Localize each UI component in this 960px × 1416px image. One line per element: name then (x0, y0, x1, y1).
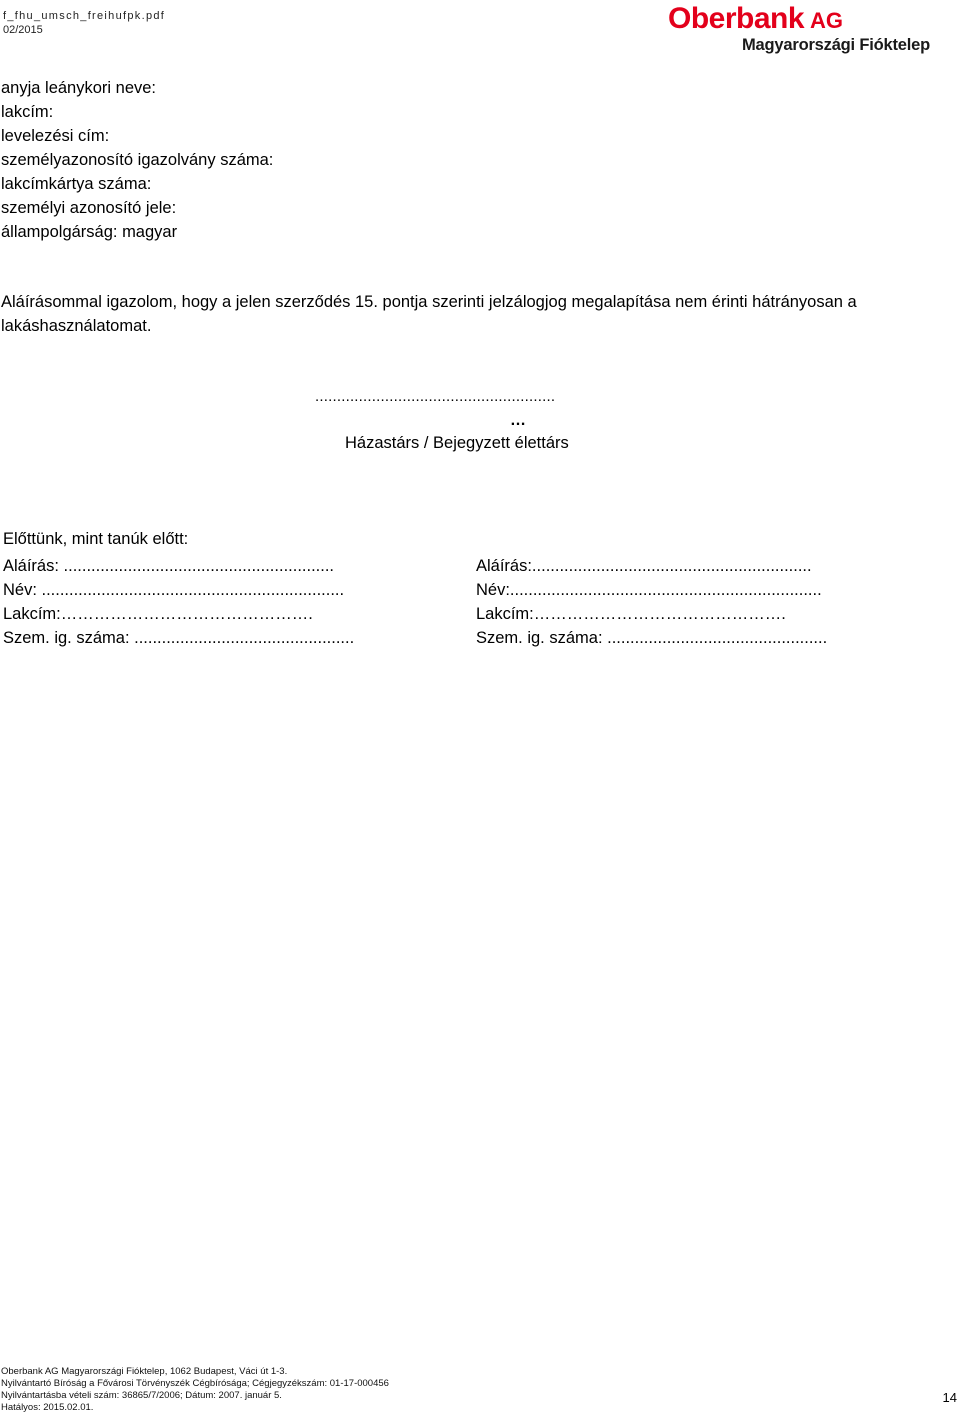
document-date: 02/2015 (3, 24, 43, 36)
witness-heading: Előttünk, mint tanúk előtt: (3, 530, 189, 548)
witness-left-block (3, 554, 354, 650)
logo-wordmark (668, 2, 843, 36)
witness-right-signature: Aláírás:............................................................. (476, 557, 812, 575)
footer-registration-number: Nyilvántartásba vételi szám: 36865/7/2006; Dátum: 2007. január 5. (1, 1390, 282, 1401)
logo-subtitle: Magyarországi Fióktelep (742, 36, 930, 54)
footer-registry: Nyilvántartó Bíróság a Fővárosi Törvényszék Cégbírósága; Cégjegyzékszám: 01-17-000456 (1, 1378, 389, 1389)
field-mother-maiden-name: anyja leánykori neve: (1, 79, 157, 97)
witness-right-name: Név:.................................................................... (476, 581, 822, 599)
spouse-signature-line: ....................................................... (315, 388, 556, 405)
personal-data-fields (1, 76, 273, 244)
footer-effective-date: Hatályos: 2015.02.01. (1, 1402, 94, 1413)
oberbank-logo (668, 2, 930, 58)
document-file-name: f_fhu_umsch_freihufpk.pdf (3, 10, 166, 22)
page-number: 14 (942, 1390, 957, 1405)
field-address-card-number: lakcímkártya száma: (1, 175, 152, 193)
footer-company-address: Oberbank AG Magyarországi Fióktelep, 1062 Budapest, Váci út 1-3. (1, 1366, 288, 1377)
page-footer (1, 1366, 389, 1414)
witness-left-name: Név: .................................................................. (3, 581, 345, 599)
field-citizenship: állampolgárság: magyar (1, 223, 178, 241)
witness-right-id: Szem. ig. száma: ................................................ (476, 629, 828, 647)
logo-ag: AG (810, 8, 844, 33)
witness-left-address: Lakcím:………………………………………. (3, 605, 313, 623)
witness-left-id: Szem. ig. száma: ................................................ (3, 629, 355, 647)
witness-right-block (476, 554, 827, 650)
field-address: lakcím: (1, 103, 54, 121)
witness-right-address: Lakcím:………………………………………. (476, 605, 786, 623)
spouse-signature-caption: Házastárs / Bejegyzett élettárs (345, 434, 569, 452)
field-id-card-number: személyazonosító igazolvány száma: (1, 151, 274, 169)
field-mailing-address: levelezési cím: (1, 127, 110, 145)
field-personal-id: személyi azonosító jele: (1, 199, 177, 217)
logo-brand-name: Oberbank (668, 2, 805, 35)
declaration-paragraph: Aláírásommal igazolom, hogy a jelen szerződés 15. pontja szerinti jelzálogjog megalapítása nem érinti hátrányosan a lakáshasználatomat. (1, 293, 857, 335)
witness-left-signature: Aláírás: ........................................................... (3, 557, 334, 575)
spouse-signature-ellipsis: … (510, 412, 526, 429)
